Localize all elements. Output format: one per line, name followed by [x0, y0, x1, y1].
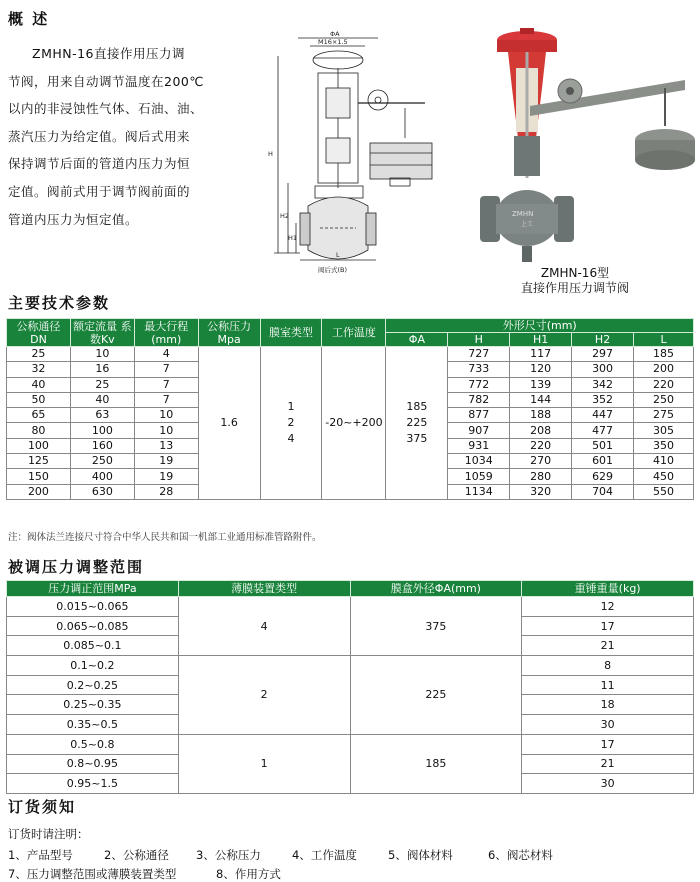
table-cell: 275	[634, 408, 694, 423]
table-cell: 0.35~0.5	[7, 715, 179, 735]
table-cell: 100	[70, 423, 134, 438]
drawing-label: 阀后式(B)	[318, 266, 348, 274]
table-cell: 250	[634, 392, 694, 407]
table-cell: 200	[7, 484, 71, 499]
table-cell: 17	[522, 734, 694, 754]
col-type: 薄膜装置类型	[178, 581, 350, 597]
table-cell: 30	[522, 715, 694, 735]
table-cell: 18	[522, 695, 694, 715]
table-cell: 0.085~0.1	[7, 636, 179, 656]
table-cell: 931	[448, 438, 510, 453]
table-cell: 185	[350, 734, 522, 793]
col-range: 压力调正范围MPa	[7, 581, 179, 597]
table-cell: 12	[522, 597, 694, 617]
table-cell: 19	[134, 454, 198, 469]
overview-line: 蒸汽压力为给定值。阀后式用来	[8, 128, 191, 144]
table-cell: 782	[448, 392, 510, 407]
table-cell: 1134	[448, 484, 510, 499]
table-cell: 63	[70, 408, 134, 423]
table-cell: 0.015~0.065	[7, 597, 179, 617]
table-cell: 185	[634, 347, 694, 362]
order-item: 7、压力调整范围或薄膜装置类型	[8, 867, 177, 881]
table-cell: 320	[510, 484, 572, 499]
table-cell: 0.8~0.95	[7, 754, 179, 774]
table-cell: 10	[134, 423, 198, 438]
col-dims: 外形尺寸(mm)	[386, 319, 694, 333]
table-row	[7, 597, 694, 617]
caption-desc: 直接作用压力调节阀	[520, 281, 629, 295]
table-cell: 410	[634, 454, 694, 469]
specs-note: 注：阀体法兰连接尺寸符合中华人民共和国一机部工业通用标准管路附件。	[8, 532, 322, 543]
table-cell: 10	[134, 408, 198, 423]
phiA-value: 225	[406, 415, 428, 429]
range-table	[6, 580, 694, 794]
table-cell: -20~+200	[322, 347, 386, 500]
table-cell: 0.95~1.5	[7, 774, 179, 794]
table-cell: 65	[7, 408, 71, 423]
dim-H2: H2	[280, 212, 290, 220]
overview-line: 节阀，用来自动调节温度在200℃	[8, 73, 204, 89]
photo-caption	[470, 266, 680, 296]
dim-H1: H1	[288, 234, 298, 242]
table-cell: 280	[510, 469, 572, 484]
overview-line: 保持调节后面的管道内压力为恒	[8, 156, 191, 172]
overview-heading: 概 述	[8, 10, 50, 28]
range-heading: 被调压力调整范围	[8, 558, 145, 576]
col-kv: 额定流量 系数Kv	[70, 319, 134, 347]
order-item: 6、阀芯材料	[488, 848, 553, 862]
table-cell: 733	[448, 362, 510, 377]
table-cell: 0.25~0.35	[7, 695, 179, 715]
table-cell: 907	[448, 423, 510, 438]
table-cell: 50	[7, 392, 71, 407]
table-cell: 0.2~0.25	[7, 675, 179, 695]
table-cell: 270	[510, 454, 572, 469]
table-cell: 150	[7, 469, 71, 484]
table-cell: 0.1~0.2	[7, 656, 179, 676]
table-cell: 139	[510, 377, 572, 392]
col-H1: H1	[510, 333, 572, 347]
overview-line: 以内的非浸蚀性气体、石油、油、	[8, 101, 204, 117]
table-cell: 200	[634, 362, 694, 377]
chamber-value: 1	[287, 399, 295, 413]
dim-phiA: ΦA	[330, 30, 340, 38]
table-cell: 40	[7, 377, 71, 392]
table-cell: 32	[7, 362, 71, 377]
table-cell: 13	[134, 438, 198, 453]
table-cell: 1.6	[198, 347, 260, 500]
specs-heading: 主要技术参数	[8, 294, 111, 312]
dim-H: H	[268, 150, 273, 158]
table-cell: 342	[572, 377, 634, 392]
table-cell: 297	[572, 347, 634, 362]
table-row	[7, 734, 694, 754]
table-cell: 7	[134, 362, 198, 377]
table-cell: 630	[70, 484, 134, 499]
table-cell: 4	[178, 597, 350, 656]
order-item: 2、公称通径	[104, 848, 169, 862]
table-cell: 19	[134, 469, 198, 484]
table-cell: 1	[178, 734, 350, 793]
chamber-value: 2	[287, 415, 295, 429]
order-item: 1、产品型号	[8, 848, 73, 862]
specs-table	[6, 318, 694, 500]
table-cell: 501	[572, 438, 634, 453]
table-cell: 120	[510, 362, 572, 377]
col-H: H	[448, 333, 510, 347]
table-cell: 21	[522, 636, 694, 656]
col-weight: 重锤重量(kg)	[522, 581, 694, 597]
table-cell: 220	[634, 377, 694, 392]
table-cell: 100	[7, 438, 71, 453]
order-item: 8、作用方式	[216, 867, 281, 881]
table-cell: 350	[634, 438, 694, 453]
table-cell: 208	[510, 423, 572, 438]
table-cell: 117	[510, 347, 572, 362]
valve-photo	[470, 28, 695, 268]
table-cell: 220	[510, 438, 572, 453]
col-stroke: 最大行程 (mm)	[134, 319, 198, 347]
table-cell: 447	[572, 408, 634, 423]
table-cell: 300	[572, 362, 634, 377]
col-L: L	[634, 333, 694, 347]
col-H2: H2	[572, 333, 634, 347]
col-diameter: 膜盒外径ΦA(mm)	[350, 581, 522, 597]
table-cell: 250	[70, 454, 134, 469]
order-heading: 订货须知	[8, 798, 77, 816]
table-cell: 704	[572, 484, 634, 499]
table-cell: 160	[70, 438, 134, 453]
body-mark: ZMHN	[512, 210, 534, 218]
order-item: 5、阀体材料	[388, 848, 453, 862]
table-cell: 17	[522, 616, 694, 636]
table-cell: 1034	[448, 454, 510, 469]
order-item: 3、公称压力	[196, 848, 261, 862]
table-cell: 188	[510, 408, 572, 423]
table-cell: 25	[70, 377, 134, 392]
table-cell: 305	[634, 423, 694, 438]
table-cell: 28	[134, 484, 198, 499]
valve-drawing	[260, 28, 460, 290]
table-cell: 352	[572, 392, 634, 407]
table-cell: 16	[70, 362, 134, 377]
table-cell: 477	[572, 423, 634, 438]
table-cell: 450	[634, 469, 694, 484]
phiA-value: 185	[406, 399, 428, 413]
table-cell: 1059	[448, 469, 510, 484]
table-cell: 225	[350, 656, 522, 735]
table-cell: 144	[510, 392, 572, 407]
table-cell: 550	[634, 484, 694, 499]
table-cell: 7	[134, 392, 198, 407]
overview-text	[8, 40, 226, 233]
table-cell: 772	[448, 377, 510, 392]
order-intro: 订货时请注明：	[8, 827, 89, 841]
col-chamber: 膜室类型	[260, 319, 322, 347]
table-row	[7, 656, 694, 676]
order-item: 4、工作温度	[292, 848, 357, 862]
table-cell: 11	[522, 675, 694, 695]
table-cell: 30	[522, 774, 694, 794]
caption-model: ZMHN-16型	[540, 266, 610, 280]
table-cell: 21	[522, 754, 694, 774]
table-cell: 601	[572, 454, 634, 469]
table-row	[7, 347, 694, 362]
table-cell: 80	[7, 423, 71, 438]
table-cell: 40	[70, 392, 134, 407]
table-cell: 25	[7, 347, 71, 362]
table-cell: 400	[70, 469, 134, 484]
col-dn: 公称通径 DN	[7, 319, 71, 347]
table-cell: 375	[350, 597, 522, 656]
table-cell: 0.065~0.085	[7, 616, 179, 636]
col-pressure: 公称压力 Mpa	[198, 319, 260, 347]
phiA-value: 375	[406, 431, 428, 445]
overview-line: ZMHN-16直接作用压力调	[32, 46, 186, 61]
table-cell: 2	[178, 656, 350, 735]
table-cell: 10	[70, 347, 134, 362]
chamber-value: 4	[287, 431, 295, 445]
phiA-cell	[386, 347, 448, 500]
col-phiA: ΦA	[386, 333, 448, 347]
dim-thread: M16×1.5	[318, 38, 348, 46]
dim-L: L	[336, 251, 340, 259]
overview-line: 定值。阀前式用于调节阀前面的	[8, 183, 191, 199]
table-cell: 629	[572, 469, 634, 484]
chamber-cell	[260, 347, 322, 500]
table-cell: 4	[134, 347, 198, 362]
col-temp: 工作温度	[322, 319, 386, 347]
table-cell: 125	[7, 454, 71, 469]
table-cell: 8	[522, 656, 694, 676]
table-cell: 0.5~0.8	[7, 734, 179, 754]
overview-line: 管道内压力为恒定值。	[8, 211, 139, 227]
table-cell: 727	[448, 347, 510, 362]
body-mark-2: 上工	[521, 221, 534, 228]
table-cell: 877	[448, 408, 510, 423]
table-cell: 7	[134, 377, 198, 392]
